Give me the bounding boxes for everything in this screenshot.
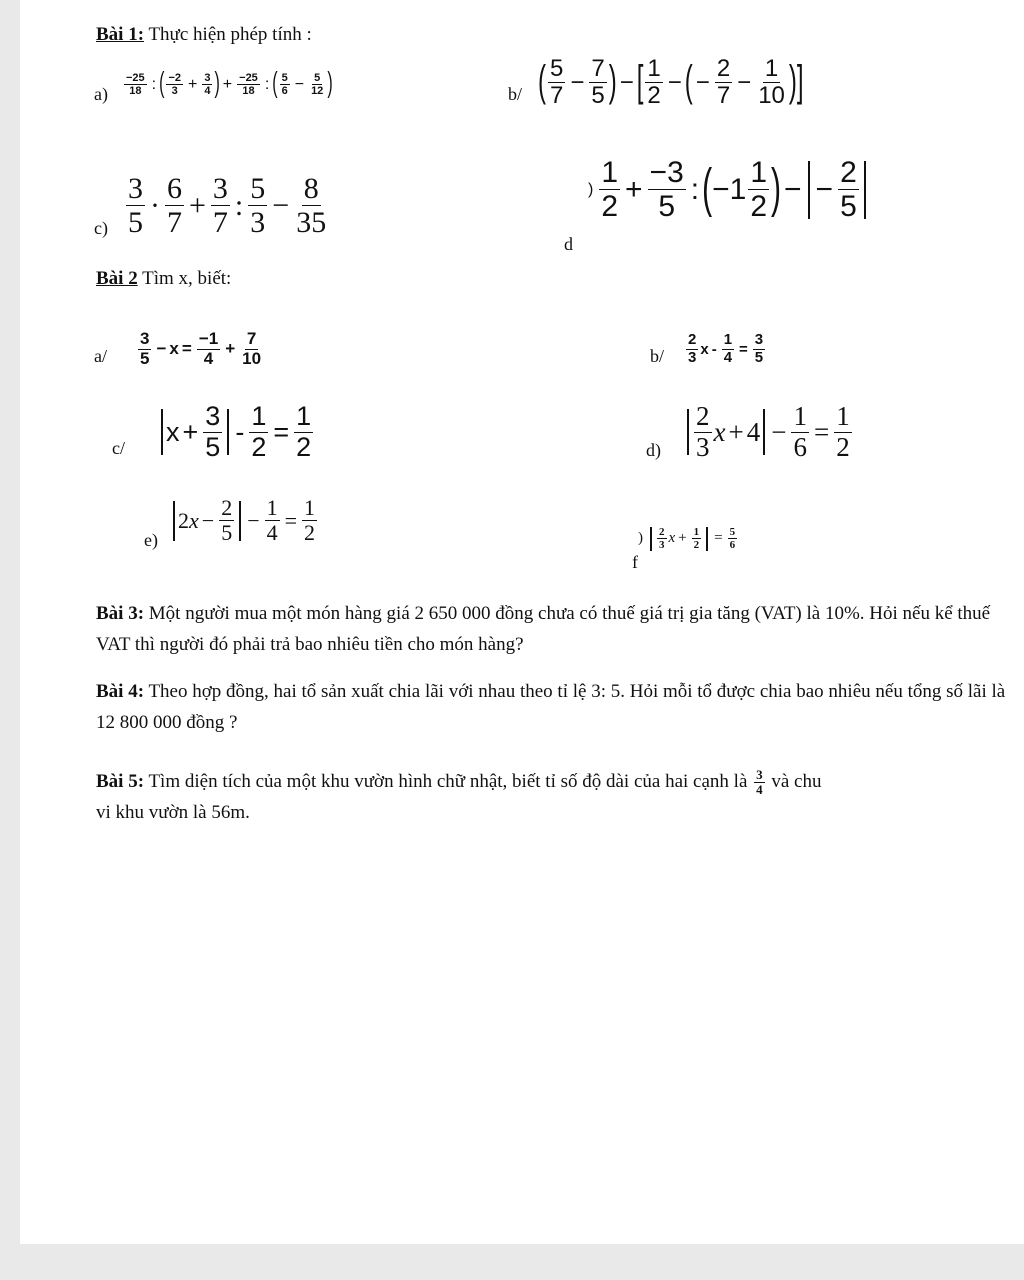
bai2-b-equation: $\frac{2}{3}$ x - $\frac{1}{4}$ = $\frac{3}{5}$	[688, 331, 764, 366]
bai5-ratio-num: 3	[756, 766, 763, 782]
bai1-a-expression: $\frac{-25}{18}$ : ( $\frac{-2}{3}$ + $\frac{3}{4}$ ) + $\frac{-25}{18}$ : ( $\frac{5}{6}$ − $\frac{5}{12}$ )	[126, 68, 333, 99]
bai5-text-mid: và chu	[771, 771, 822, 792]
bai5-paragraph	[96, 766, 1024, 828]
bai2-e-label: e)	[144, 530, 158, 550]
bai1-d-expression: ) $\frac{1}{2}$ + $\frac{-3}{5}$ : ( −1 $\frac{1}{2}$ ) − − $\frac{2}{5}$	[588, 156, 869, 223]
bai1-title: Bài 1:	[96, 24, 145, 45]
bai1-c-label: c)	[94, 218, 108, 238]
bai5-text-after: vi khu vườn là 56m.	[96, 802, 250, 824]
bai2-text: Tìm x, biết:	[142, 268, 232, 289]
bai1-d-label: d	[564, 234, 573, 254]
bai3-title: Bài 3:	[96, 603, 145, 624]
bai2-d-label: d)	[646, 440, 661, 460]
bai2-e-equation: 2 x − $\frac{2}{5}$ − $\frac{1}{4}$ = $\frac{1}{2}$	[170, 496, 319, 545]
bai4-title: Bài 4:	[96, 681, 145, 702]
bai2-title: Bài 2	[96, 268, 138, 289]
bai2-f-label: f	[632, 552, 638, 572]
bai2-b-label: b/	[650, 346, 665, 366]
bai4-paragraph	[96, 676, 1024, 738]
bai2-a-label: a/	[94, 346, 107, 366]
worksheet-page	[20, 0, 1024, 1244]
bai2-c-equation: x + $\frac{3}{5}$ - $\frac{1}{2}$ = $\frac{1}{2}$	[158, 402, 315, 462]
bai1-heading	[96, 24, 312, 46]
bai2-d-equation: $\frac{2}{3}$ x + 4 − $\frac{1}{6}$ = $\frac{1}{2}$	[684, 402, 854, 462]
bai1-b-label: b/	[508, 84, 523, 104]
bai5-title: Bài 5:	[96, 771, 145, 792]
bai5-ratio-den: 4	[756, 782, 763, 798]
bai2-heading	[96, 268, 231, 290]
bai4-text: Theo hợp đồng, hai tổ sản xuất chia lãi với nhau theo tỉ lệ 3: 5. Hỏi mỗi tổ được chia bao nhiêu nếu tổng số lãi là 12 800 000 đồng ?	[96, 681, 1006, 733]
bai1-c-expression: $\frac{3}{5}$ · $\frac{6}{7}$ + $\frac{3}{7}$ : $\frac{5}{3}$ − $\frac{8}{35}$	[128, 172, 327, 239]
bai3-text: Một người mua một món hàng giá 2 650 000 đồng chưa có thuế giá trị gia tăng (VAT) là 10%. Hỏi nếu kể thuế VAT thì người đó phải trả bao nhiêu tiền cho món hàng?	[96, 603, 991, 655]
bai2-f-equation: ) $\frac{2}{3}$ x + $\frac{1}{2}$ = $\frac{5}{6}$	[638, 526, 736, 552]
bai5-text-before: Tìm diện tích của một khu vườn hình chữ nhật, biết tỉ số độ dài của hai cạnh là	[148, 771, 748, 792]
bai3-paragraph	[96, 598, 1024, 660]
bai2-c-label: c/	[112, 438, 125, 458]
bai2-a-equation: $\frac{3}{5}$ − x = $\frac{-1}{4}$ + $\frac{7}{10}$	[140, 329, 262, 368]
bai1-a-label: a)	[94, 84, 108, 104]
bai5-ratio	[754, 768, 765, 798]
bai1-text: Thực hiện phép tính :	[148, 24, 312, 45]
bai1-b-expression: ( $\frac{5}{7}$ − $\frac{7}{5}$ ) − [ $\frac{1}{2}$ − ( − $\frac{2}{7}$ − $\frac{1}{10}$ ) ]	[538, 55, 804, 110]
